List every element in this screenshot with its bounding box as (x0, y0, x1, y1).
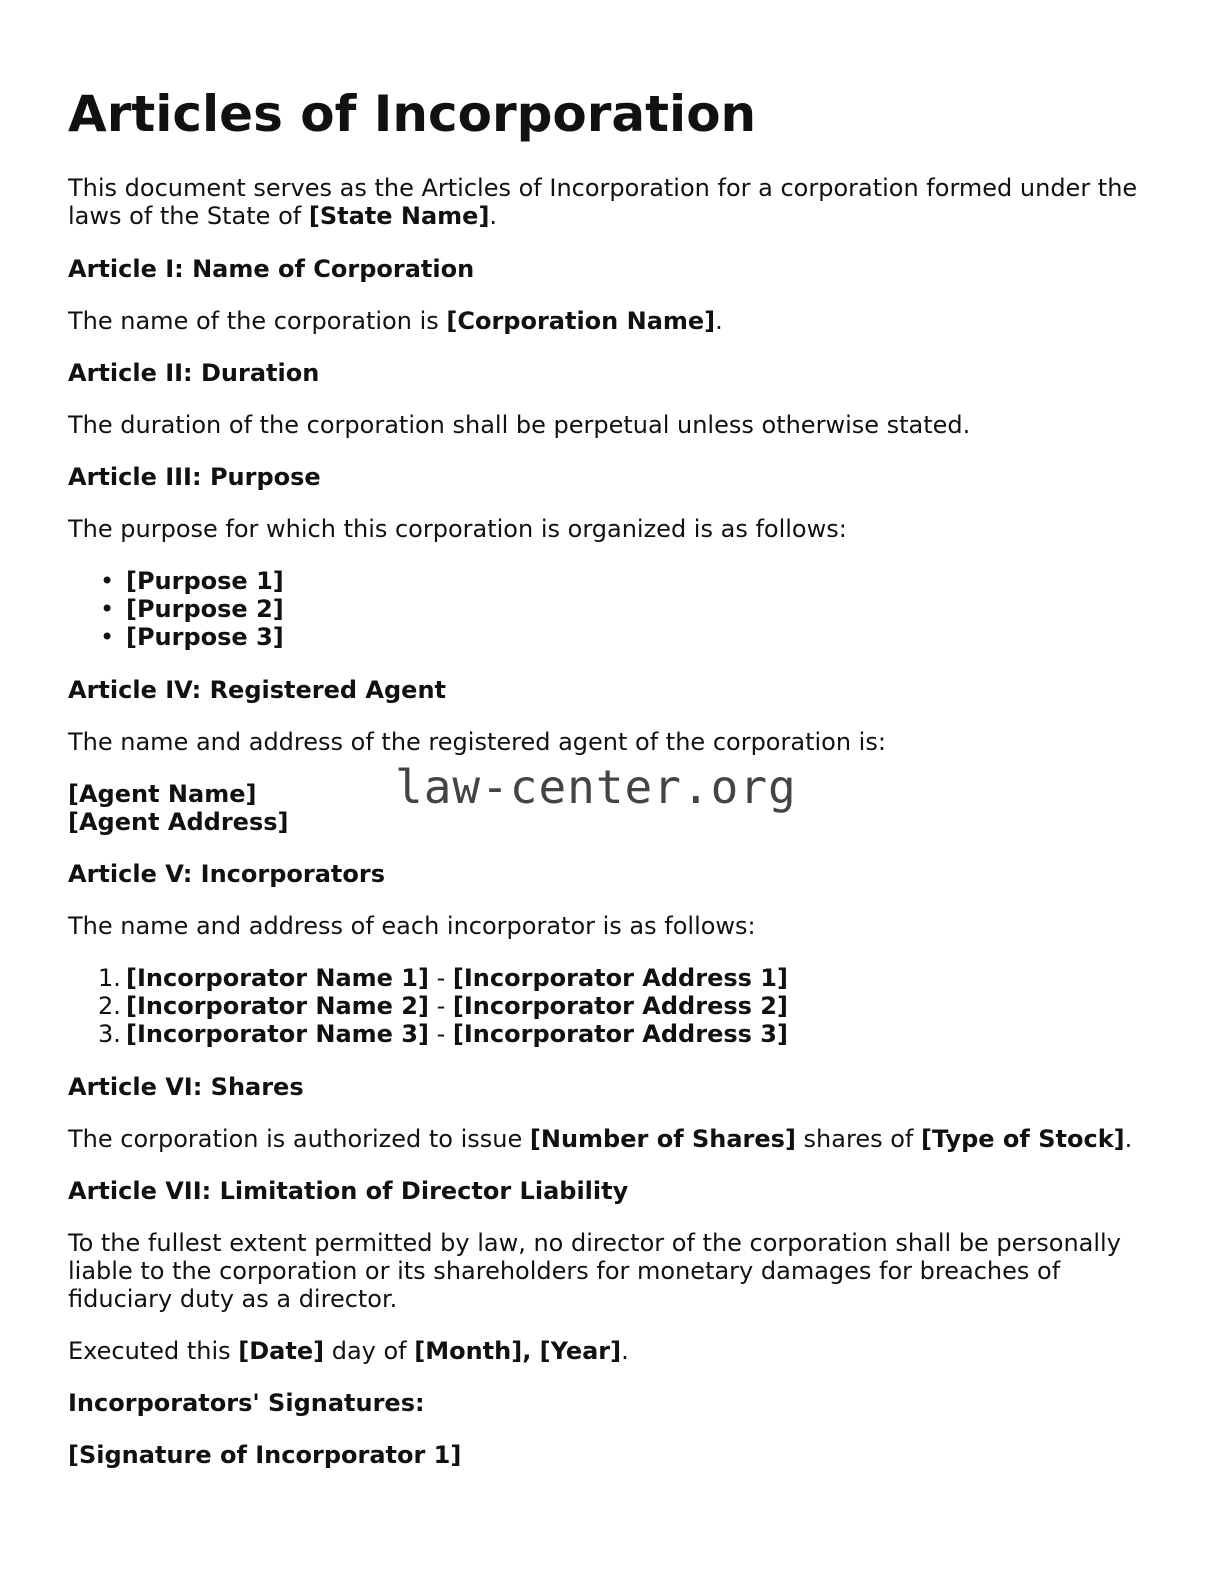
list-item (68, 595, 284, 623)
agent-address-placeholder: [Agent Address] (68, 808, 289, 836)
article-7-heading: Article VII: Limitation of Director Liability (68, 1177, 629, 1205)
article-5-heading: Article V: Incorporators (68, 860, 385, 888)
date-placeholder: [Date] (238, 1337, 325, 1365)
purpose-list (68, 567, 284, 651)
separator: - (428, 992, 453, 1020)
watermark: law-center.org (395, 760, 797, 814)
incorporator-address-2: [Incorporator Address 2] (452, 992, 788, 1020)
execution-line (68, 1337, 629, 1365)
corporation-name-placeholder: [Corporation Name] (446, 307, 716, 335)
purpose-3: [Purpose 3] (126, 623, 284, 651)
page-title: Articles of Incorporation (68, 85, 757, 143)
article-6-text (68, 1125, 1132, 1153)
article-1-text-before: The name of the corporation is (68, 307, 447, 335)
article-2-text: The duration of the corporation shall be perpetual unless otherwise stated. (68, 411, 971, 439)
list-item (68, 567, 284, 595)
signatures-heading: Incorporators' Signatures: (68, 1389, 425, 1417)
execution-period: . (621, 1337, 629, 1365)
bullet-icon: • (100, 595, 115, 623)
incorporator-list (68, 964, 788, 1048)
incorporator-name-2: [Incorporator Name 2] (126, 992, 429, 1020)
article-6-text-before: The corporation is authorized to issue (68, 1125, 530, 1153)
list-number: 3. (98, 1020, 121, 1048)
article-4-text: The name and address of the registered agent of the corporation is: (68, 728, 886, 756)
state-name-placeholder: [State Name] (308, 202, 490, 230)
execution-text-before: Executed this (68, 1337, 239, 1365)
article-5-text: The name and address of each incorporator is as follows: (68, 912, 756, 940)
incorporator-address-1: [Incorporator Address 1] (452, 964, 788, 992)
list-item (68, 992, 788, 1020)
intro-text: This document serves as the Articles of Incorporation for a corporation formed under the laws of the State of (68, 174, 1138, 230)
month-year-placeholder: [Month], [Year] (414, 1337, 622, 1365)
article-1-period: . (715, 307, 723, 335)
number-of-shares-placeholder: [Number of Shares] (529, 1125, 796, 1153)
signature-incorporator-1: [Signature of Incorporator 1] (68, 1441, 462, 1469)
article-1-text (68, 307, 723, 335)
type-of-stock-placeholder: [Type of Stock] (920, 1125, 1125, 1153)
article-1-heading: Article I: Name of Corporation (68, 255, 475, 283)
separator: - (428, 964, 453, 992)
agent-name-placeholder: [Agent Name] (68, 780, 257, 808)
article-6-heading: Article VI: Shares (68, 1073, 304, 1101)
article-6-text-middle: shares of (795, 1125, 921, 1153)
intro-period: . (489, 202, 498, 230)
execution-text-middle: day of (324, 1337, 415, 1365)
separator: - (428, 1020, 453, 1048)
intro-paragraph (68, 174, 1143, 230)
incorporator-address-3: [Incorporator Address 3] (452, 1020, 788, 1048)
article-6-period: . (1124, 1125, 1133, 1153)
list-item (68, 1020, 788, 1048)
bullet-icon: • (100, 623, 115, 651)
purpose-2: [Purpose 2] (126, 595, 284, 623)
article-4-heading: Article IV: Registered Agent (68, 676, 447, 704)
bullet-icon: • (100, 567, 115, 595)
list-item (68, 623, 284, 651)
list-number: 2. (98, 992, 121, 1020)
purpose-1: [Purpose 1] (126, 567, 284, 595)
incorporator-name-1: [Incorporator Name 1] (126, 964, 429, 992)
list-number: 1. (98, 964, 121, 992)
list-item (68, 964, 788, 992)
article-2-heading: Article II: Duration (68, 359, 320, 387)
incorporator-name-3: [Incorporator Name 3] (126, 1020, 429, 1048)
article-7-text: To the fullest extent permitted by law, no director of the corporation shall be personally liable to the corporation or its shareholders for monetary damages for breaches of fiduciary duty as a director. (68, 1229, 1121, 1313)
article-3-text: The purpose for which this corporation is organized is as follows: (68, 515, 847, 543)
article-3-heading: Article III: Purpose (68, 463, 321, 491)
